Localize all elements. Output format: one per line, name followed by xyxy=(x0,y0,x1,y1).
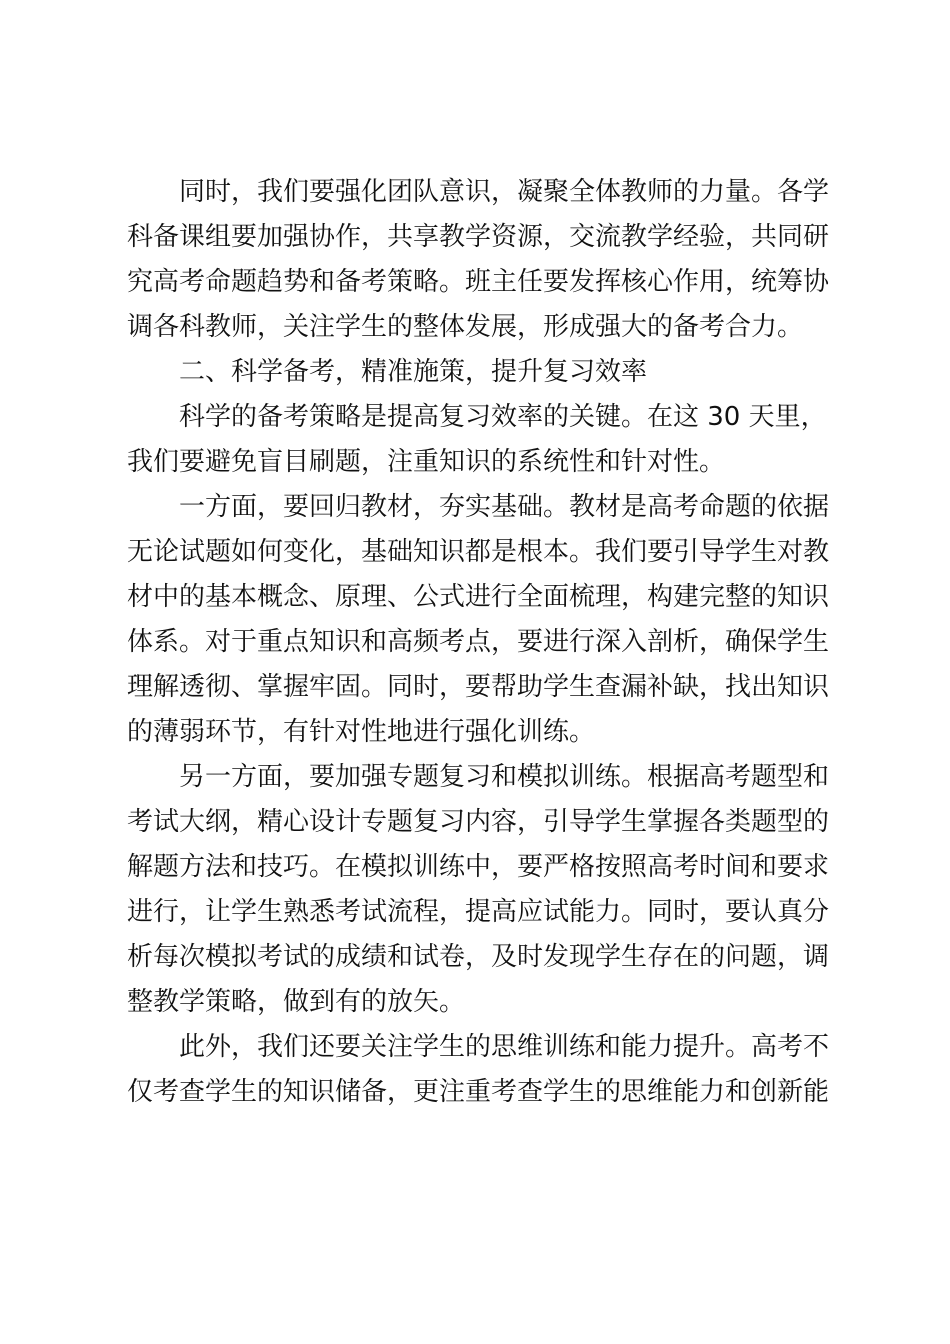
paragraph-line: 无论试题如何变化，基础知识都是根本。我们要引导学生对教 xyxy=(127,537,830,567)
paragraph-line: 调各科教师，关注学生的整体发展，形成强大的备考合力。 xyxy=(127,312,804,342)
paragraph-line: 另一方面，要加强专题复习和模拟训练。根据高考题型和 xyxy=(179,762,830,792)
paragraph-line: 此外，我们还要关注学生的思维训练和能力提升。高考不 xyxy=(179,1032,830,1062)
paragraph-line: 同时，我们要强化团队意识，凝聚全体教师的力量。各学 xyxy=(179,177,830,207)
paragraph-line: 我们要避免盲目刷题，注重知识的系统性和针对性。 xyxy=(127,447,726,477)
paragraph-line: 科学的备考策略是提高复习效率的关键。在这 30 天里， xyxy=(179,402,827,432)
paragraph-line: 进行，让学生熟悉考试流程，提高应试能力。同时，要认真分 xyxy=(127,897,830,927)
paragraph-line: 科备课组要加强协作，共享教学资源，交流教学经验，共同研 xyxy=(127,222,830,252)
paragraph-line: 材中的基本概念、原理、公式进行全面梳理，构建完整的知识 xyxy=(127,582,830,612)
paragraph-line: 一方面，要回归教材，夯实基础。教材是高考命题的依据 xyxy=(179,492,830,522)
paragraph-line: 仅考查学生的知识储备，更注重考查学生的思维能力和创新能 xyxy=(127,1077,830,1107)
paragraph-line: 的薄弱环节，有针对性地进行强化训练。 xyxy=(127,717,596,747)
paragraph-line: 究高考命题趋势和备考策略。班主任要发挥核心作用，统筹协 xyxy=(127,267,830,297)
paragraph-line: 解题方法和技巧。在模拟训练中，要严格按照高考时间和要求 xyxy=(127,852,830,882)
section-heading: 二、科学备考，精准施策，提升复习效率 xyxy=(179,357,648,387)
paragraph-line: 整教学策略，做到有的放矢。 xyxy=(127,987,466,1017)
paragraph-line: 理解透彻、掌握牢固。同时，要帮助学生查漏补缺，找出知识 xyxy=(127,672,830,702)
paragraph-line: 考试大纲，精心设计专题复习内容，引导学生掌握各类题型的 xyxy=(127,807,830,837)
paragraph-line: 析每次模拟考试的成绩和试卷，及时发现学生存在的问题，调 xyxy=(127,942,830,972)
document-body xyxy=(127,170,837,1115)
paragraph-line: 体系。对于重点知识和高频考点，要进行深入剖析，确保学生 xyxy=(127,627,830,657)
